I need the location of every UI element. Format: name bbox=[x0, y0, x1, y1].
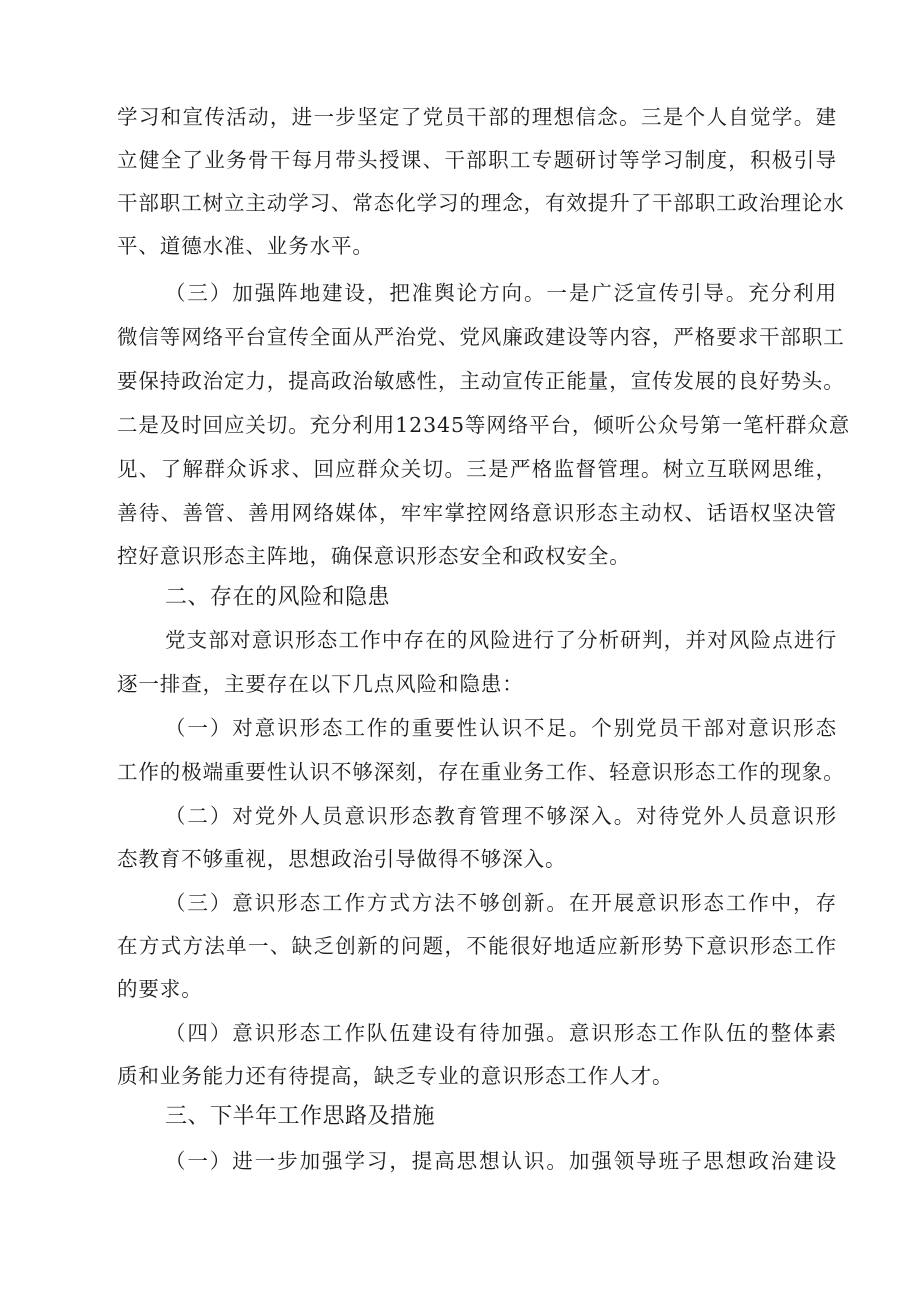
paragraph-line: 学习和宣传活动，进一步坚定了党员干部的理想信念。三是个人自觉学。建 bbox=[117, 105, 837, 129]
paragraph-line: （二）对党外人员意识形态教育管理不够深入。对待党外人员意识形 bbox=[165, 804, 837, 828]
paragraph-line: 平、道德水准、业务水平。 bbox=[117, 234, 374, 258]
paragraph-line: 在方式方法单一、缺乏创新的问题，不能很好地适应新形势下意识形态工作 bbox=[117, 934, 837, 958]
paragraph-line: （三）加强阵地建设，把准舆论方向。一是广泛宣传引导。充分利用 bbox=[165, 281, 837, 305]
paragraph-line: 工作的极端重要性认识不够深刻，存在重业务工作、轻意识形态工作的现象。 bbox=[117, 760, 845, 784]
paragraph-line: 要保持政治定力，提高政治敏感性，主动宣传正能量，宣传发展的良好势头。 bbox=[117, 369, 845, 393]
paragraph-line: （三）意识形态工作方式方法不够创新。在开展意识形态工作中，存 bbox=[165, 891, 837, 915]
paragraph-line: （一）进一步加强学习，提高思想认识。加强领导班子思想政治建设 bbox=[165, 1149, 837, 1173]
paragraph-line: 控好意识形态主阵地，确保意识形态安全和政权安全。 bbox=[117, 544, 631, 568]
paragraph-line: 的要求。 bbox=[117, 977, 203, 1001]
section-heading: 三、下半年工作思路及措施 bbox=[165, 1104, 436, 1129]
paragraph-line: 微信等网络平台宣传全面从严治党、党风廉政建设等内容，严格要求干部职工 bbox=[117, 325, 845, 349]
paragraph-line: 善待、善管、善用网络媒体，牢牢掌控网络意识形态主动权、话语权坚决管 bbox=[117, 501, 837, 525]
paragraph-line: （一）对意识形态工作的重要性认识不足。个别党员干部对意识形态 bbox=[165, 716, 837, 740]
paragraph-line: 二是及时回应关切。充分利用12345等网络平台，倾听公众号第一笔杆群众意 bbox=[117, 413, 851, 437]
paragraph-line: 党支部对意识形态工作中存在的风险进行了分析研判，并对风险点进行 bbox=[165, 628, 837, 652]
paragraph-line: 见、了解群众诉求、回应群众关切。三是严格监督管理。树立互联网思维， bbox=[117, 457, 837, 481]
paragraph-line: 质和业务能力还有待提高，缺乏专业的意识形态工作人才。 bbox=[117, 1064, 674, 1088]
paragraph-line: 逐一排查，主要存在以下几点风险和隐患： bbox=[117, 672, 524, 696]
paragraph-line: 态教育不够重视，思想政治引导做得不够深入。 bbox=[117, 847, 567, 871]
paragraph-line: 干部职工树立主动学习、常态化学习的理念，有效提升了干部职工政治理论水 bbox=[117, 191, 845, 215]
paragraph-line: 立健全了业务骨干每月带头授课、干部职工专题研讨等学习制度，积极引导 bbox=[117, 148, 837, 172]
section-heading: 二、存在的风险和隐患 bbox=[165, 585, 391, 610]
paragraph-line: （四）意识形态工作队伍建设有待加强。意识形态工作队伍的整体素 bbox=[165, 1021, 837, 1045]
